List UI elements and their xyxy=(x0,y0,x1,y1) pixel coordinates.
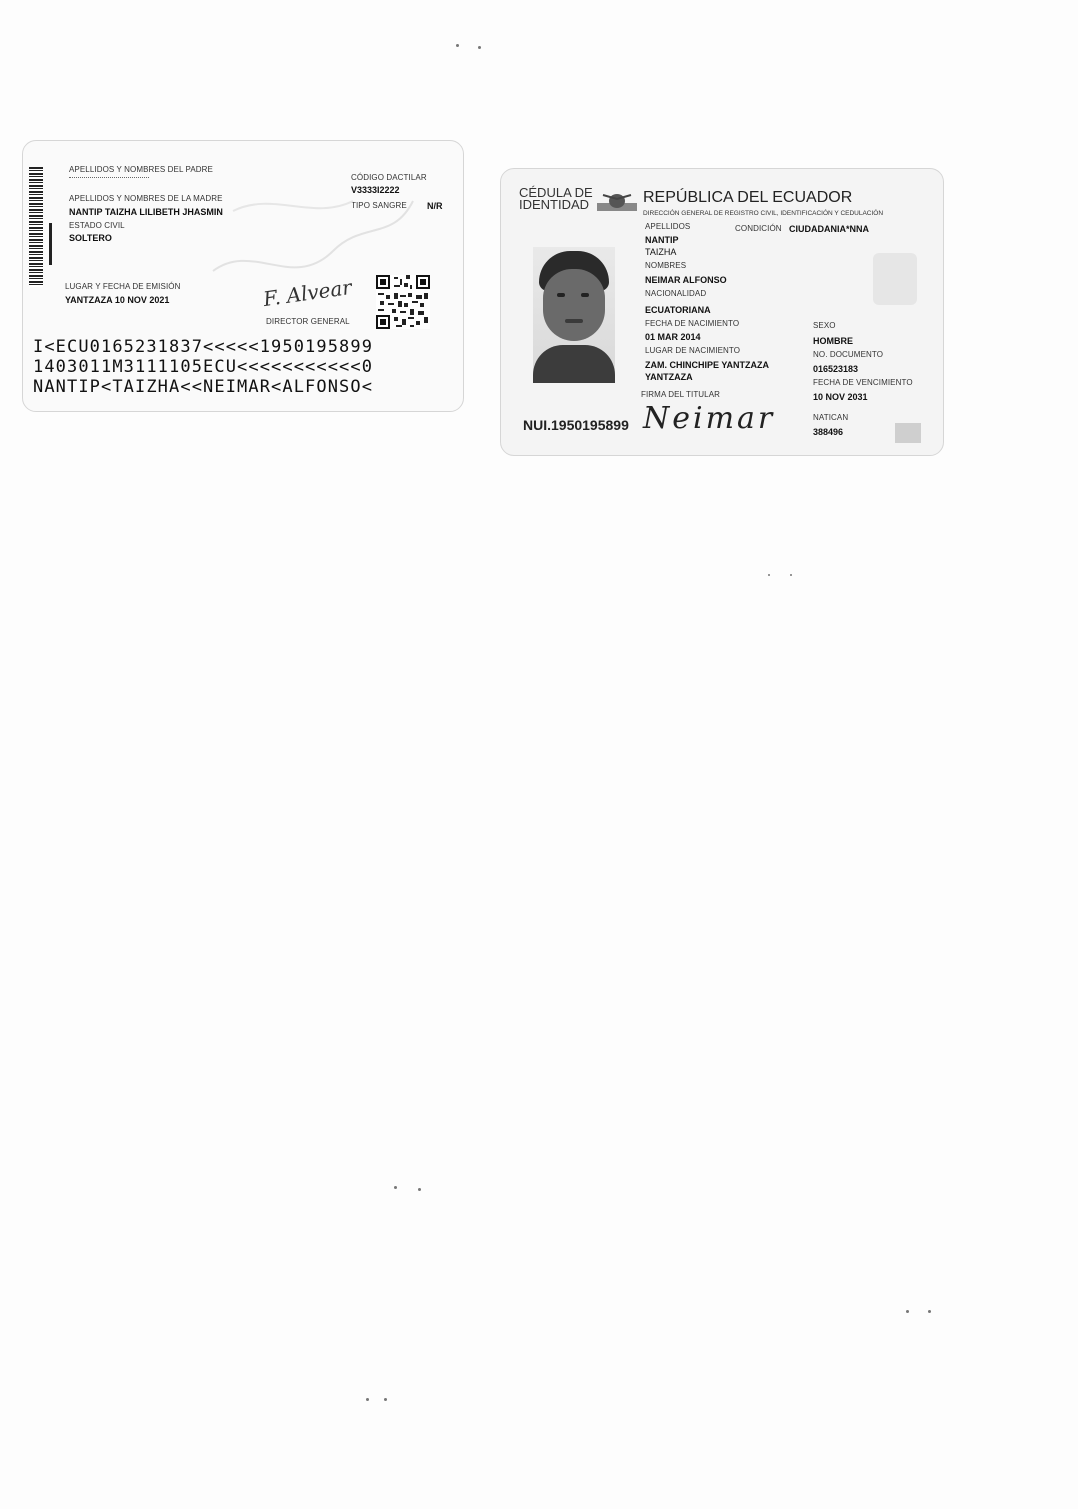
mrz-line-1: I<ECU0165231837<<<<<1950195899 xyxy=(33,337,374,357)
mrz-line-3: NANTIP<TAIZHA<<NEIMAR<ALFONSO< xyxy=(33,377,374,397)
names-label: NOMBRES xyxy=(645,261,687,270)
blood-type-label: TIPO SANGRE xyxy=(351,201,407,210)
scan-speck xyxy=(456,44,459,47)
scan-speck xyxy=(478,46,481,49)
pob-value-2: YANTZAZA xyxy=(645,372,693,382)
fingerprint-code-value: V3333I2222 xyxy=(351,185,400,195)
scan-speck xyxy=(928,1310,931,1313)
pob-label: LUGAR DE NACIMIENTO xyxy=(645,346,741,355)
natican-label: NATICAN xyxy=(813,413,849,422)
country-title: REPÚBLICA DEL ECUADOR xyxy=(643,189,853,206)
qr-code xyxy=(376,275,430,329)
expiry-value: 10 NOV 2031 xyxy=(813,392,868,402)
issue-value: YANTZAZA 10 NOV 2021 xyxy=(65,295,170,305)
expiry-label: FECHA DE VENCIMIENTO xyxy=(813,378,913,387)
sex-value: HOMBRE xyxy=(813,336,853,346)
barcode-strip xyxy=(29,167,43,287)
surname-2: TAIZHA xyxy=(645,247,677,257)
condition-value: CIUDADANIA*NNA xyxy=(789,224,869,234)
scan-speck xyxy=(768,574,770,576)
scan-speck xyxy=(366,1398,369,1401)
scan-speck xyxy=(384,1398,387,1401)
father-label: APELLIDOS Y NOMBRES DEL PADRE xyxy=(69,165,213,174)
director-label: DIRECTOR GENERAL xyxy=(266,317,350,326)
scan-speck xyxy=(394,1186,397,1189)
names-value: NEIMAR ALFONSO xyxy=(645,275,727,285)
surnames-label: APELLIDOS xyxy=(645,222,691,231)
director-signature: F. Alvear xyxy=(261,274,354,312)
father-value-blank xyxy=(69,177,149,178)
dob-value: 01 MAR 2014 xyxy=(645,332,701,342)
id-card-front xyxy=(500,168,944,456)
docnum-value: 016523183 xyxy=(813,364,859,374)
agency-name: DIRECCIÓN GENERAL DE REGISTRO CIVIL, IDENTIFICACIÓN Y CEDULACIÓN xyxy=(643,210,884,217)
condition-label: CONDICIÓN xyxy=(735,224,782,233)
scan-speck xyxy=(906,1310,909,1313)
blood-type-value: N/R xyxy=(427,201,443,211)
surname-1: NANTIP xyxy=(645,235,679,245)
color-bar xyxy=(49,223,52,265)
civil-status-label: ESTADO CIVIL xyxy=(69,221,125,230)
nui-number: NUI.1950195899 xyxy=(523,417,629,433)
id-card-back xyxy=(22,140,464,412)
doc-title-line-1: CÉDULA DE xyxy=(519,185,593,200)
scan-speck xyxy=(418,1188,421,1191)
civil-status-value: SOLTERO xyxy=(69,233,112,243)
mother-value: NANTIP TAIZHA LILIBETH JHASMIN xyxy=(69,207,223,217)
pob-value-1: ZAM. CHINCHIPE YANTZAZA xyxy=(645,360,770,370)
holder-photo xyxy=(533,247,615,383)
fingerprint-code-label: CÓDIGO DACTILAR xyxy=(351,173,427,182)
hologram xyxy=(895,423,921,443)
doc-title xyxy=(519,187,593,211)
ghost-image xyxy=(873,253,917,305)
holder-signature: Neimar xyxy=(643,401,776,436)
mother-label: APELLIDOS Y NOMBRES DE LA MADRE xyxy=(69,194,223,203)
nationality-label: NACIONALIDAD xyxy=(645,289,707,298)
dob-label: FECHA DE NACIMIENTO xyxy=(645,319,740,328)
sex-label: SEXO xyxy=(813,321,836,330)
mrz-line-2: 1403011M3111105ECU<<<<<<<<<<<0 xyxy=(33,357,374,377)
scan-speck xyxy=(790,574,792,576)
doc-title-line-2: IDENTIDAD xyxy=(519,197,590,212)
coat-of-arms-icon xyxy=(597,191,637,213)
docnum-label: NO. DOCUMENTO xyxy=(813,350,884,359)
holder-signature-label: FIRMA DEL TITULAR xyxy=(641,390,721,399)
natican-value: 388496 xyxy=(813,427,844,437)
nationality-value: ECUATORIANA xyxy=(645,305,711,315)
issue-label: LUGAR Y FECHA DE EMISIÓN xyxy=(65,282,181,291)
